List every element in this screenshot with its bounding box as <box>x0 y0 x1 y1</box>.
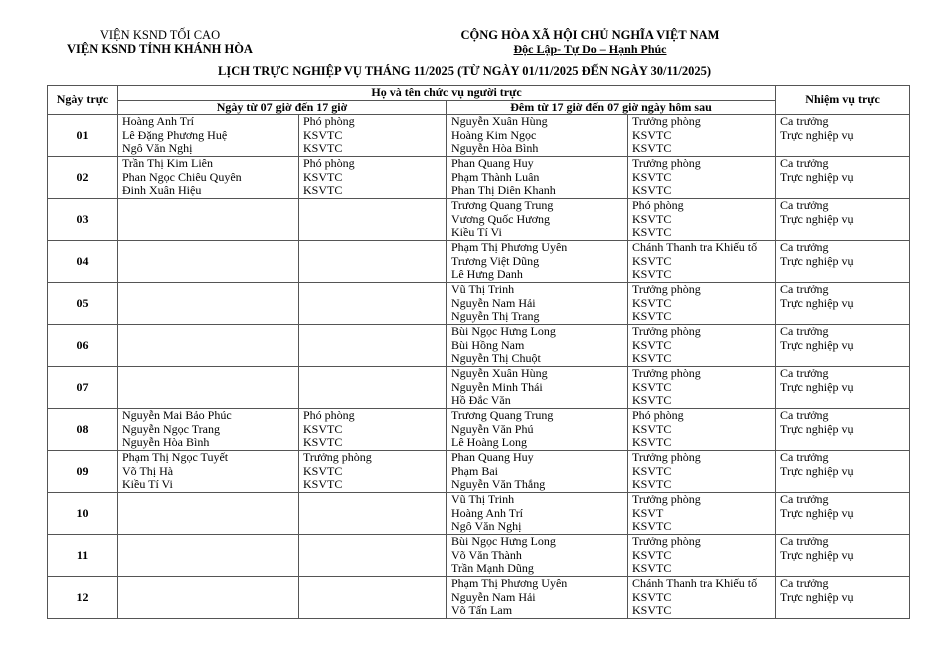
daytime-name-cell <box>118 409 299 451</box>
daytime-name-cell <box>118 577 299 619</box>
daytime-name-cell <box>118 115 299 157</box>
table-row <box>48 577 910 619</box>
night-role: KSVT <box>632 505 664 520</box>
night-name-cell <box>447 577 628 619</box>
daytime-role: KSVTC <box>303 127 343 142</box>
night-name-cell <box>447 367 628 409</box>
daytime-role: KSVTC <box>303 183 343 198</box>
night-role-cell <box>628 325 776 367</box>
day-number: 09 <box>48 451 118 493</box>
daytime-role-cell <box>299 199 447 241</box>
night-name: Phạm Bai <box>451 463 498 478</box>
night-name: Vũ Thị Trinh <box>451 282 515 297</box>
daytime-name: Nguyễn Mai Bảo Phúc <box>122 408 232 423</box>
duty-item-cell <box>776 199 910 241</box>
day-number: 12 <box>48 577 118 619</box>
duty-item-cell <box>776 115 910 157</box>
night-role-cell <box>628 115 776 157</box>
night-name-cell <box>447 409 628 451</box>
daytime-name: Kiều Tí Vi <box>122 477 173 492</box>
night-role: KSVTC <box>632 477 672 492</box>
night-name: Phạm Thị Phương Uyên <box>451 576 568 591</box>
agency-header <box>60 28 260 56</box>
col-header-day: Ngày trực <box>48 86 118 115</box>
daytime-role: Phó phòng <box>303 408 355 423</box>
night-role: KSVTC <box>632 435 672 450</box>
night-role: Phó phòng <box>632 408 684 423</box>
agency-name: VIỆN KSND TỈNH KHÁNH HÒA <box>67 42 253 56</box>
day-number: 10 <box>48 493 118 535</box>
table-row <box>48 325 910 367</box>
table-row <box>48 115 910 157</box>
night-role: KSVTC <box>632 127 672 142</box>
table-row <box>48 409 910 451</box>
night-role: KSVTC <box>632 519 672 534</box>
daytime-name: Lê Đặng Phương Huệ <box>122 127 228 142</box>
daytime-role-cell <box>299 409 447 451</box>
night-name: Lê Hoàng Long <box>451 435 527 450</box>
daytime-role-cell <box>299 241 447 283</box>
night-name-cell <box>447 451 628 493</box>
night-role: Chánh Thanh tra Khiếu tố <box>632 576 758 591</box>
night-name: Hoàng Anh Trí <box>451 505 524 520</box>
duty-item-cell <box>776 367 910 409</box>
night-role: KSVTC <box>632 211 672 226</box>
daytime-name-cell <box>118 451 299 493</box>
table-row <box>48 157 910 199</box>
night-name: Phan Quang Huy <box>451 156 534 171</box>
night-name: Trần Mạnh Dũng <box>451 561 534 576</box>
night-name: Kiều Tí Vi <box>451 225 502 240</box>
duty-item: Trực nghiệp vụ <box>780 421 854 436</box>
night-role-cell <box>628 157 776 199</box>
table-row <box>48 451 910 493</box>
night-name: Nguyễn Nam Hải <box>451 295 536 310</box>
daytime-role-cell <box>299 115 447 157</box>
duty-item-cell <box>776 325 910 367</box>
duty-item-cell <box>776 283 910 325</box>
night-role: Trưởng phòng <box>632 114 701 129</box>
duty-item-cell <box>776 241 910 283</box>
daytime-role: KSVTC <box>303 141 343 156</box>
night-name-cell <box>447 241 628 283</box>
day-number: 03 <box>48 199 118 241</box>
daytime-name: Trần Thị Kim Liên <box>122 156 214 171</box>
table-row <box>48 367 910 409</box>
night-role: Trưởng phòng <box>632 534 701 549</box>
night-role: Trưởng phòng <box>632 282 701 297</box>
night-name: Vũ Thị Trinh <box>451 492 515 507</box>
daytime-role: Trưởng phòng <box>303 450 372 465</box>
duty-item-cell <box>776 577 910 619</box>
duty-item: Trực nghiệp vụ <box>780 127 854 142</box>
night-role: KSVTC <box>632 309 672 324</box>
daytime-name-cell <box>118 241 299 283</box>
duty-item-cell <box>776 157 910 199</box>
day-number: 06 <box>48 325 118 367</box>
day-number: 02 <box>48 157 118 199</box>
night-name: Bùi Hồng Nam <box>451 337 525 352</box>
duty-item: Ca trưởng <box>780 576 829 591</box>
daytime-name: Phạm Thị Ngọc Tuyết <box>122 450 229 465</box>
night-role: KSVTC <box>632 295 672 310</box>
night-role-cell <box>628 367 776 409</box>
daytime-role: KSVTC <box>303 435 343 450</box>
duty-item: Trực nghiệp vụ <box>780 505 854 520</box>
col-header-daytime: Ngày từ 07 giờ đến 17 giờ <box>118 100 447 115</box>
daytime-role: Phó phòng <box>303 156 355 171</box>
night-name: Hoàng Kim Ngọc <box>451 127 537 142</box>
daytime-role-cell <box>299 325 447 367</box>
night-name: Bùi Ngọc Hưng Long <box>451 534 556 549</box>
night-role-cell <box>628 199 776 241</box>
night-role-cell <box>628 535 776 577</box>
night-role: Trưởng phòng <box>632 324 701 339</box>
agency-parent: VIỆN KSND TỐI CAO <box>99 28 221 42</box>
duty-item-cell <box>776 451 910 493</box>
daytime-name-cell <box>118 367 299 409</box>
night-role: KSVTC <box>632 337 672 352</box>
table-row <box>48 241 910 283</box>
night-role: KSVTC <box>632 169 672 184</box>
day-number: 05 <box>48 283 118 325</box>
duty-schedule-table <box>47 85 910 619</box>
duty-item-cell <box>776 493 910 535</box>
night-name: Trương Quang Trung <box>451 198 554 213</box>
daytime-name-cell <box>118 157 299 199</box>
table-row <box>48 493 910 535</box>
daytime-name-cell <box>118 325 299 367</box>
duty-item: Trực nghiệp vụ <box>780 295 854 310</box>
day-number: 11 <box>48 535 118 577</box>
daytime-role-cell <box>299 451 447 493</box>
day-number: 04 <box>48 241 118 283</box>
night-role: KSVTC <box>632 463 672 478</box>
night-role-cell <box>628 577 776 619</box>
night-role: KSVTC <box>632 421 672 436</box>
daytime-role-cell <box>299 367 447 409</box>
duty-item: Trực nghiệp vụ <box>780 211 854 226</box>
night-name: Nguyễn Thị Trang <box>451 309 540 324</box>
night-name-cell <box>447 199 628 241</box>
night-role: KSVTC <box>632 253 672 268</box>
duty-item-cell <box>776 409 910 451</box>
night-role: KSVTC <box>632 393 672 408</box>
document-title: LỊCH TRỰC NGHIỆP VỤ THÁNG 11/2025 (TỪ NGÀY 01/11/2025 ĐẾN NGÀY 30/11/2025) <box>218 64 711 78</box>
table-row <box>48 199 910 241</box>
duty-item: Ca trưởng <box>780 156 829 171</box>
night-role: KSVTC <box>632 141 672 156</box>
duty-item: Trực nghiệp vụ <box>780 547 854 562</box>
night-name-cell <box>447 283 628 325</box>
night-role-cell <box>628 451 776 493</box>
daytime-role-cell <box>299 577 447 619</box>
duty-item: Ca trưởng <box>780 534 829 549</box>
duty-item: Trực nghiệp vụ <box>780 337 854 352</box>
col-header-people: Họ và tên chức vụ người trực <box>118 86 776 101</box>
daytime-name: Võ Thị Hà <box>122 463 174 478</box>
duty-item: Trực nghiệp vụ <box>780 379 854 394</box>
national-header <box>440 28 740 56</box>
night-name: Phạm Thị Phương Uyên <box>451 240 568 255</box>
night-name-cell <box>447 493 628 535</box>
night-role-cell <box>628 241 776 283</box>
night-role: KSVTC <box>632 267 672 282</box>
daytime-name: Hoàng Anh Trí <box>122 114 195 129</box>
night-role-cell <box>628 409 776 451</box>
night-role: KSVTC <box>632 183 672 198</box>
daytime-name-cell <box>118 283 299 325</box>
night-name: Nguyễn Hòa Bình <box>451 141 539 156</box>
duty-item: Ca trưởng <box>780 366 829 381</box>
night-role: Trưởng phòng <box>632 450 701 465</box>
night-name: Vương Quốc Hương <box>451 211 551 226</box>
duty-item: Ca trưởng <box>780 198 829 213</box>
daytime-name-cell <box>118 493 299 535</box>
night-name-cell <box>447 157 628 199</box>
night-role: KSVTC <box>632 379 672 394</box>
duty-item: Trực nghiệp vụ <box>780 463 854 478</box>
daytime-name: Đinh Xuân Hiệu <box>122 183 202 198</box>
daytime-name: Phan Ngọc Chiêu Quyên <box>122 169 242 184</box>
daytime-role-cell <box>299 493 447 535</box>
night-name: Bùi Ngọc Hưng Long <box>451 324 556 339</box>
night-name: Võ Văn Thành <box>451 547 522 562</box>
table-row <box>48 535 910 577</box>
national-motto: Độc Lập- Tự Do – Hạnh Phúc <box>513 42 667 56</box>
night-name: Nguyễn Văn Thắng <box>451 477 546 492</box>
duty-item: Ca trưởng <box>780 282 829 297</box>
daytime-role-cell <box>299 535 447 577</box>
night-role: KSVTC <box>632 589 672 604</box>
daytime-role: KSVTC <box>303 477 343 492</box>
night-name: Hồ Đắc Văn <box>451 393 511 408</box>
night-name-cell <box>447 115 628 157</box>
night-role: KSVTC <box>632 547 672 562</box>
duty-item: Trực nghiệp vụ <box>780 253 854 268</box>
night-name: Nguyễn Xuân Hùng <box>451 114 548 129</box>
duty-item: Ca trưởng <box>780 408 829 423</box>
night-name: Phan Thị Diên Khanh <box>451 183 556 198</box>
night-role: Chánh Thanh tra Khiếu tố <box>632 240 758 255</box>
night-name: Lê Hưng Danh <box>451 267 523 282</box>
night-role: KSVTC <box>632 603 672 618</box>
night-role-cell <box>628 283 776 325</box>
night-name: Phan Quang Huy <box>451 450 534 465</box>
night-role: KSVTC <box>632 351 672 366</box>
day-number: 07 <box>48 367 118 409</box>
daytime-name-cell <box>118 535 299 577</box>
night-name: Trương Quang Trung <box>451 408 554 423</box>
night-name: Nguyễn Nam Hải <box>451 589 536 604</box>
night-name: Phạm Thành Luân <box>451 169 540 184</box>
night-role: Phó phòng <box>632 198 684 213</box>
duty-item: Ca trưởng <box>780 450 829 465</box>
table-row <box>48 283 910 325</box>
night-role: KSVTC <box>632 225 672 240</box>
duty-item: Trực nghiệp vụ <box>780 169 854 184</box>
day-number: 08 <box>48 409 118 451</box>
night-name: Nguyễn Văn Phú <box>451 421 534 436</box>
daytime-name: Nguyễn Hòa Bình <box>122 435 210 450</box>
daytime-role: KSVTC <box>303 421 343 436</box>
night-role: Trưởng phòng <box>632 156 701 171</box>
daytime-name-cell <box>118 199 299 241</box>
daytime-role: KSVTC <box>303 463 343 478</box>
duty-item: Ca trưởng <box>780 492 829 507</box>
night-name: Nguyễn Minh Thái <box>451 379 543 394</box>
night-role-cell <box>628 493 776 535</box>
col-header-duty: Nhiệm vụ trực <box>776 86 910 115</box>
night-name: Võ Tấn Lam <box>451 603 513 618</box>
night-role: KSVTC <box>632 561 672 576</box>
duty-item: Trực nghiệp vụ <box>780 589 854 604</box>
national-title: CỘNG HÒA XÃ HỘI CHỦ NGHĨA VIỆT NAM <box>460 28 720 42</box>
daytime-role-cell <box>299 283 447 325</box>
daytime-name: Ngô Văn Nghị <box>122 141 193 156</box>
col-header-night: Đêm từ 17 giờ đến 07 giờ ngày hôm sau <box>447 100 776 115</box>
duty-item-cell <box>776 535 910 577</box>
night-name: Trương Việt Dũng <box>451 253 540 268</box>
daytime-role: KSVTC <box>303 169 343 184</box>
night-name: Nguyễn Xuân Hùng <box>451 366 548 381</box>
duty-item: Ca trưởng <box>780 114 829 129</box>
duty-item: Ca trưởng <box>780 324 829 339</box>
night-name-cell <box>447 535 628 577</box>
daytime-role: Phó phòng <box>303 114 355 129</box>
daytime-role-cell <box>299 157 447 199</box>
night-name: Ngô Văn Nghị <box>451 519 522 534</box>
night-role: Trưởng phòng <box>632 492 701 507</box>
night-name-cell <box>447 325 628 367</box>
day-number: 01 <box>48 115 118 157</box>
duty-item: Ca trưởng <box>780 240 829 255</box>
daytime-name: Nguyễn Ngọc Trang <box>122 421 220 436</box>
night-role: Trưởng phòng <box>632 366 701 381</box>
night-name: Nguyễn Thị Chuột <box>451 351 541 366</box>
